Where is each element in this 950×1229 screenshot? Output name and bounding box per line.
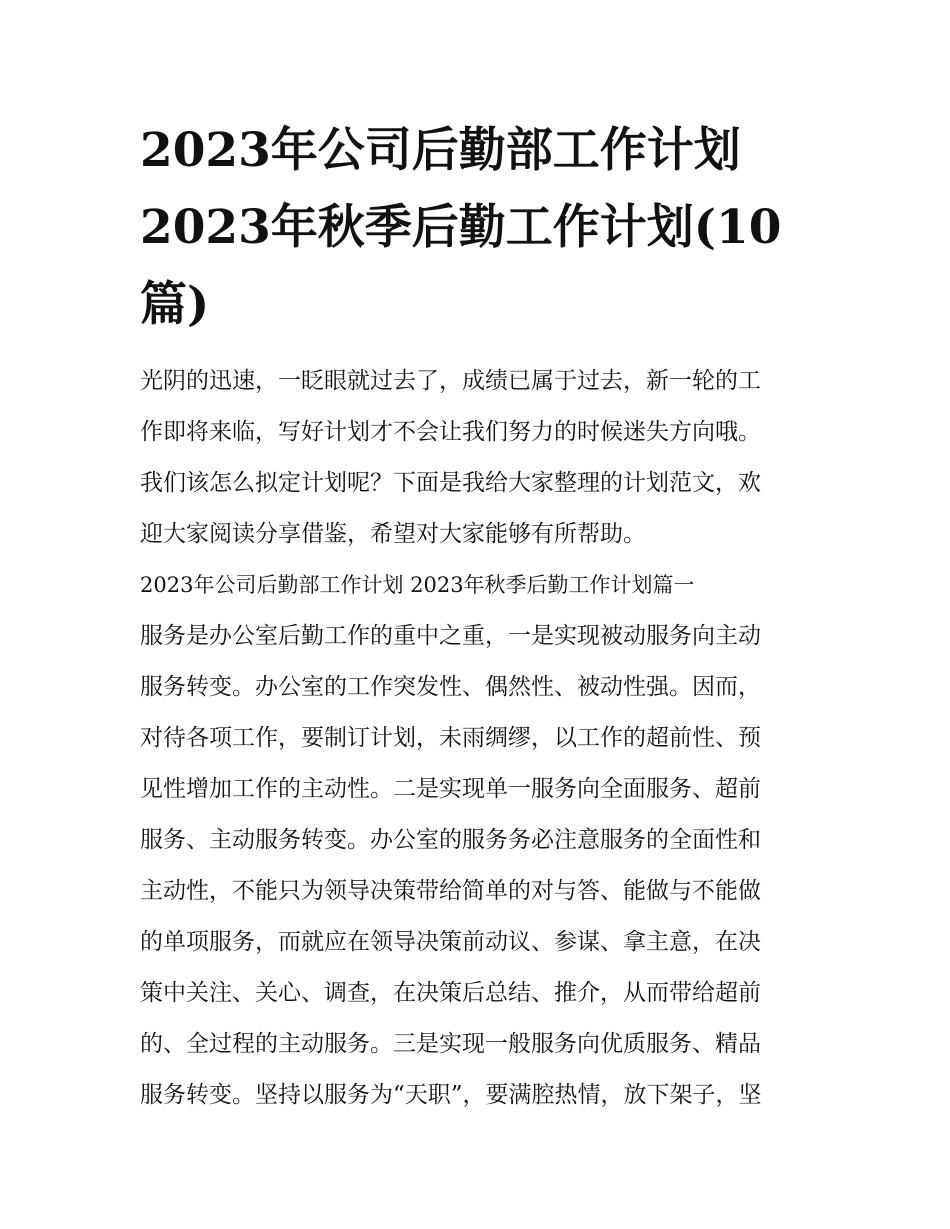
section-line-6: 主动性，不能只为领导决策带给简单的对与答、能做与不能做 [140,878,761,904]
document-title [140,112,820,343]
title-line-1: 2023年公司后勤部工作计划 [140,123,741,178]
document-body [140,356,820,1121]
section-line-10: 服务转变。坚持以服务为“天职”，要满腔热情，放下架子，坚 [140,1082,762,1108]
intro-line-3: 我们该怎么拟定计划呢？下面是我给大家整理的计划范文，欢 [140,470,761,496]
section-line-1: 服务是办公室后勤工作的重中之重，一是实现被动服务向主动 [140,623,761,649]
section-line-3: 对待各项工作，要制订计划，未雨绸缪，以工作的超前性、预 [140,725,761,751]
intro-line-1: 光阴的迅速，一眨眼就过去了，成绩已属于过去，新一轮的工 [140,368,761,394]
section-line-4: 见性增加工作的主动性。二是实现单一服务向全面服务、超前 [140,776,761,802]
section-line-2: 服务转变。办公室的工作突发性、偶然性、被动性强。因而， [140,674,761,700]
section-line-8: 策中关注、关心、调查，在决策后总结、推介，从而带给超前 [140,980,761,1006]
intro-line-2: 作即将来临，写好计划才不会让我们努力的时候迷失方向哦。 [140,419,761,445]
section-heading: 2023年公司后勤部工作计划 2023年秋季后勤工作计划篇一 [140,573,695,597]
section-line-5: 服务、主动服务转变。办公室的服务务必注意服务的全面性和 [140,827,761,853]
title-line-2: 2023年秋季后勤工作计划(10 [140,200,782,255]
section-line-7: 的单项服务，而就应在领导决策前动议、参谋、拿主意，在决 [140,929,761,955]
intro-line-4: 迎大家阅读分享借鉴，希望对大家能够有所帮助。 [140,521,646,547]
title-line-3: 篇) [140,277,210,332]
section-line-9: 的、全过程的主动服务。三是实现一般服务向优质服务、精品 [140,1031,761,1057]
